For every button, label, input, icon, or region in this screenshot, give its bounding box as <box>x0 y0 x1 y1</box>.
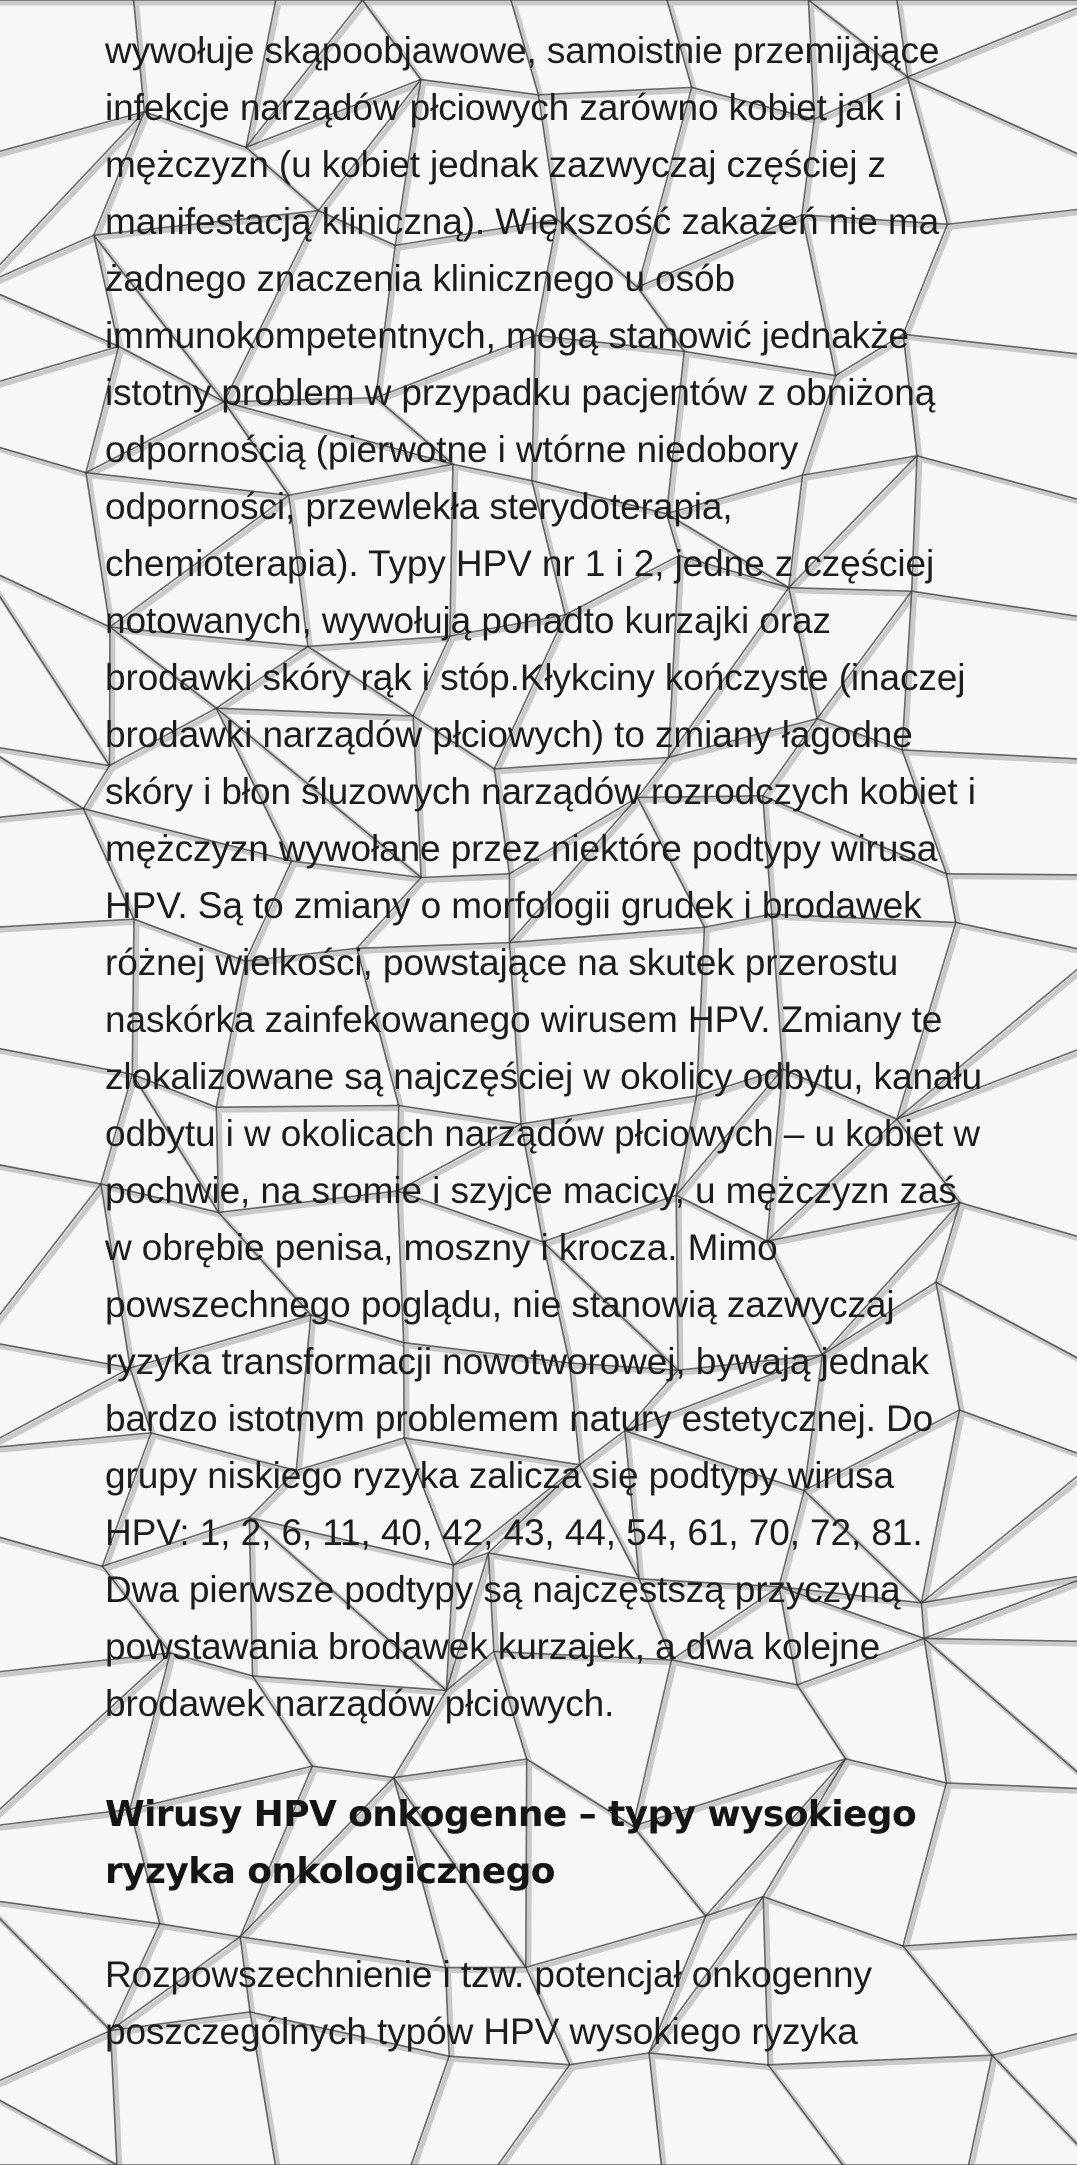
pattern-segment <box>0 2089 117 2165</box>
pattern-segment <box>0 286 119 347</box>
pattern-segment <box>0 1532 102 1567</box>
pattern-segment <box>411 2056 449 2165</box>
pattern-shadow-segment <box>972 2058 996 2165</box>
pattern-shadow-segment <box>0 238 97 289</box>
pattern-shadow-segment <box>414 2059 452 2165</box>
pattern-segment <box>969 2055 993 2165</box>
pattern-shadow-segment <box>771 2068 846 2165</box>
article-content <box>105 0 985 2060</box>
pattern-shadow-segment <box>652 2056 664 2165</box>
pattern-shadow-segment <box>0 349 122 390</box>
pattern-segment <box>0 442 86 473</box>
pattern-shadow-segment <box>0 2034 114 2093</box>
article-paragraph: Rozpowszechnienie i tzw. potencjał onkogenny poszczególnych typów HPV wysokiego ryzyka <box>105 1954 872 2052</box>
pattern-shadow-segment <box>501 2068 573 2165</box>
pattern-shadow-segment <box>995 2032 1077 2059</box>
pattern-shadow-segment <box>0 1187 104 1343</box>
pattern-segment <box>768 2065 843 2165</box>
section-heading: Wirusy HPV onkogenne – typy wysokiego ryzyka onkologicznego <box>105 1794 917 1892</box>
pattern-shadow-segment <box>995 2058 1077 2165</box>
pattern-shadow-segment <box>0 569 113 769</box>
pattern-shadow-segment <box>0 2092 120 2165</box>
pattern-shadow-segment <box>0 1902 114 2034</box>
article-paragraph: wywołuje skąpoobjawowe, samoistnie przemijające infekcje narządów płciowych zarówno kobiet jak i mężczyzn (u kobiet jednak zazwyczaj częściej z manifestacją kliniczną). Większość zakażeń nie ma żadnego znaczenia klinicznego u osób immunokompetentnych, mogą stanowić jednakże istotny problem w przypadku pacjentów z obniżoną odpornością (pierwotne i wtórne niedobory odporności, przewlekła sterydoterapia, chemioterapia). Typy HPV nr 1 i 2, jedne z częściej notowanych, wywołują ponadto kurzajki oraz brodawki skóry rąk i stóp.Kłykciny kończyste (inaczej brodawki narządów płciowych) to zmiany łagodne skóry i błon śluzowych narządów rozrodczych kobiet i mężczyzn wywołane przez niektóre podtypy wirusa HPV. Są to zmiany o morfologii grudek i brodawek różnej wielkości, powstające na skutek przerostu naskórka zainfekowanego wirusem HPV. Zmiany te zlokalizowane są najczęściej w okolicy odbytu, kanału odbytu i w okolicach narządów płciowych – u kobiet w pochwie, na sromie i szyjce macicy, u mężczyzn zaś w obrębie penisa, moszny i krocza. Mimo powszechnego poglądu, nie stanowią zazwyczaj ryzyka transformacji nowotworowej, bywają jednak bardzo istotnym problemem natury estetycznej. Do grupy niskiego ryzyka zalicza się podtypy wirusa HPV: 1, 2, 6, 11, 40, 42, 43, 44, 54, 61, 70, 72, 81. Dwa pierwsze podtypy są najczęstszą przyczyną powstawania brodawek kurzajek, a dwa kolejne brodawek narządów płciowych. <box>105 30 982 1724</box>
pattern-segment <box>498 2065 570 2165</box>
